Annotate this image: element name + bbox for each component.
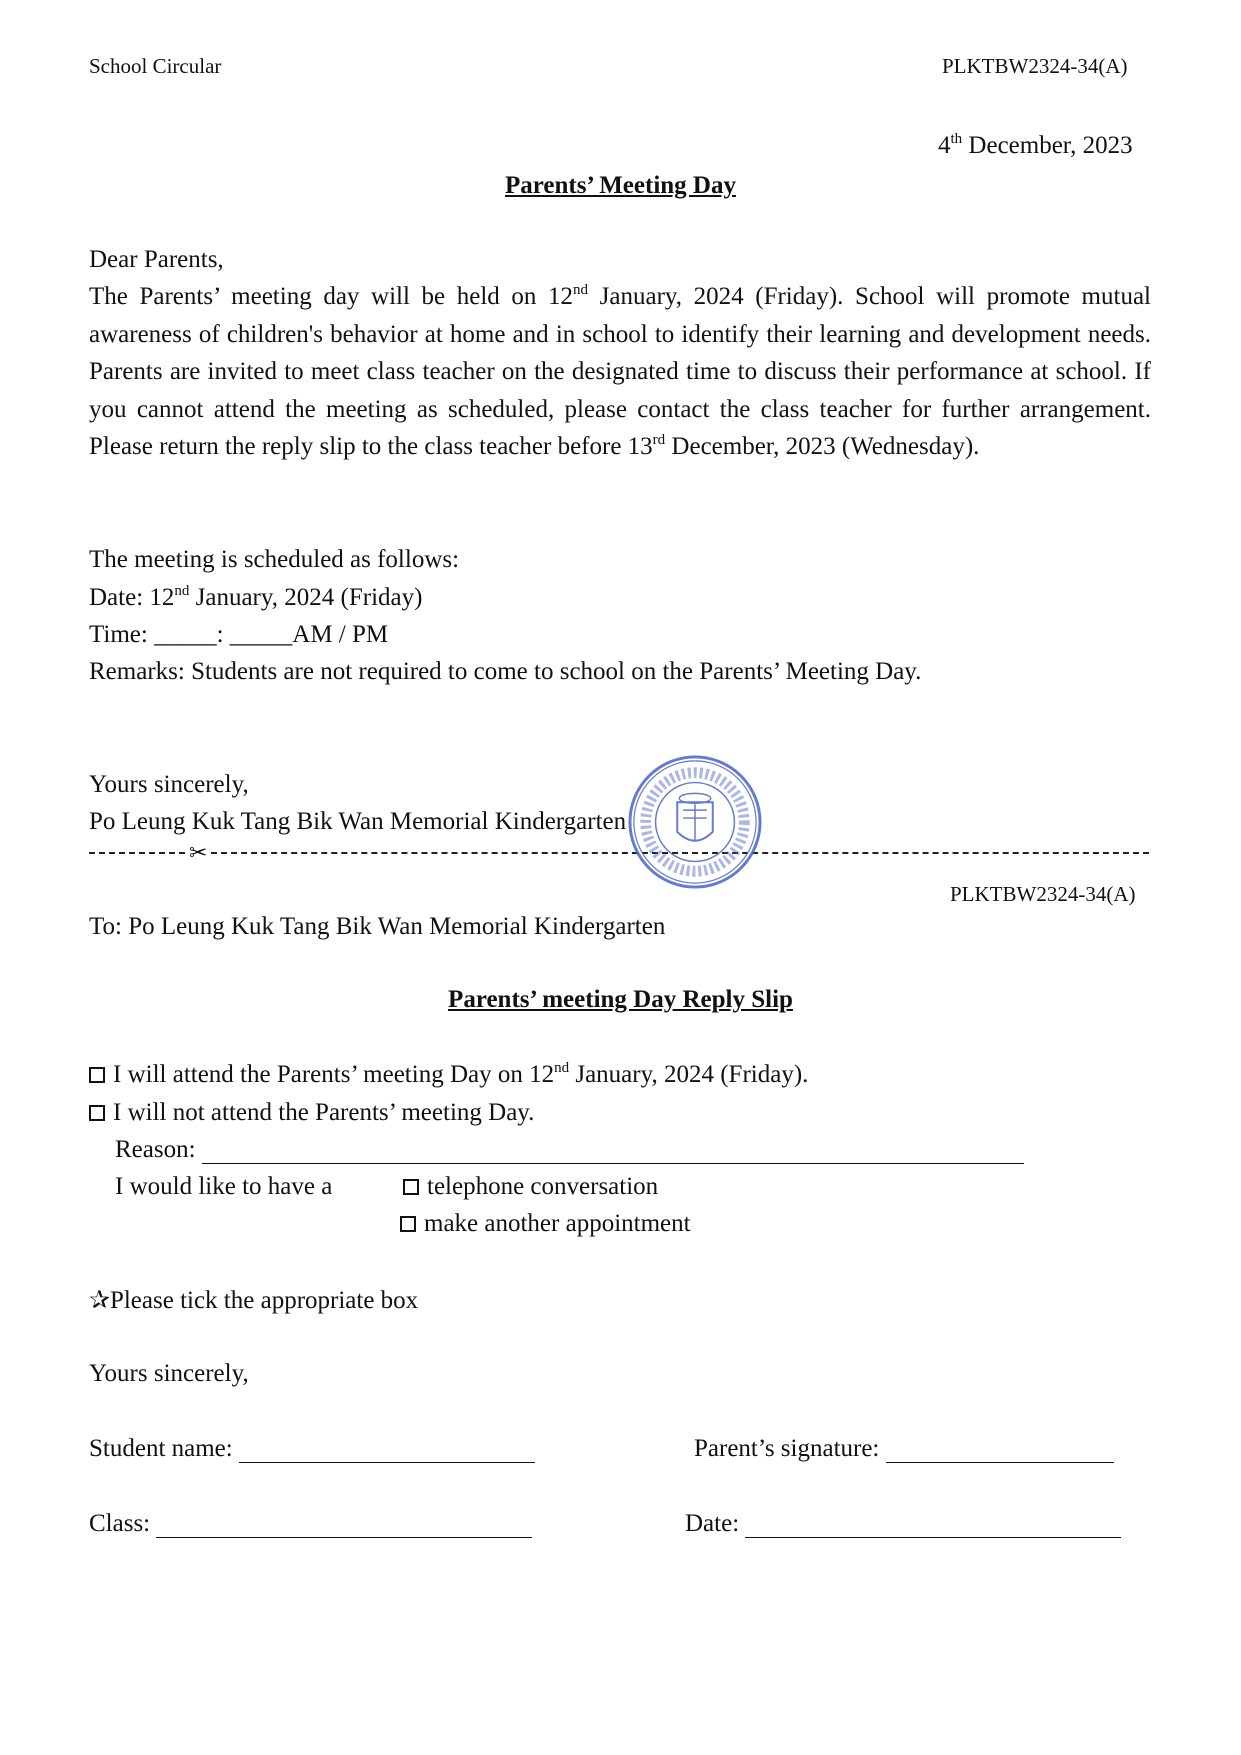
body-paragraph: The Parents’ meeting day will be held on 12nd January, 2024 (Friday). School will promote mutual awareness of children's behavior at home and in school to identify their learning and development needs. Parents are invited to meet class teacher on the designated time to discuss their performance at school. If you cannot attend the meeting as scheduled, please contact the class teacher for further arrangement. Please return the reply slip to the class teacher before 13rd December, 2023 (Wednesday). [89,282,1151,461]
schedule-time: Time: _____: _____AM / PM [89,621,389,648]
reason-row [115,1136,1024,1164]
closing-sincerely: Yours sincerely, [89,771,249,798]
salutation: Dear Parents, [89,246,224,273]
attend-checkbox[interactable] [89,1067,105,1083]
slip-reference-code: PLKTBW2324-34(A) [950,882,1136,906]
class-label: Class: [89,1510,151,1537]
appointment-checkbox[interactable] [400,1216,416,1232]
slip-addressee: To: Po Leung Kuk Tang Bik Wan Memorial Kindergarten [89,913,666,940]
preference-label: I would like to have a [115,1173,333,1200]
student-name-field[interactable] [239,1440,535,1463]
circular-label: School Circular [89,54,222,78]
option-telephone[interactable]: telephone conversation [403,1173,658,1201]
reference-code: PLKTBW2324-34(A) [942,54,1128,78]
slip-sincerely: Yours sincerely, [89,1360,249,1387]
cut-line-dash [89,852,185,854]
reason-label: Reason: [115,1136,196,1163]
scissors-icon: ✂ [189,840,208,865]
class-row [89,1510,532,1538]
date-row [685,1510,1121,1538]
cut-line [89,842,1149,864]
reason-field[interactable] [202,1141,1024,1164]
school-seal-stamp [626,752,764,892]
student-name-label: Student name: [89,1435,233,1462]
slip-title: Parents’ meeting Day Reply Slip [448,986,793,1013]
signature-row [694,1435,1114,1463]
option-appointment[interactable]: make another appointment [400,1210,691,1238]
option-not-attend[interactable]: I will not attend the Parents’ meeting Day. [89,1099,534,1127]
closing-organization: Po Leung Kuk Tang Bik Wan Memorial Kindergarten [89,808,627,835]
page-title: Parents’ Meeting Day [505,172,736,199]
option-attend[interactable]: I will attend the Parents’ meeting Day on 12nd January, 2024 (Friday). [89,1061,808,1089]
schedule-date: Date: 12nd January, 2024 (Friday) [89,583,423,611]
star-icon: ✰ [89,1287,110,1314]
schedule-remarks: Remarks: Students are not required to come to school on the Parents’ Meeting Day. [89,658,922,685]
signature-label: Parent’s signature: [694,1435,880,1462]
telephone-checkbox[interactable] [403,1179,419,1195]
signature-field[interactable] [886,1440,1114,1463]
tick-instruction: ✰Please tick the appropriate box [89,1287,419,1314]
schedule-intro: The meeting is scheduled as follows: [89,546,460,573]
class-field[interactable] [156,1515,532,1538]
date-label: Date: [685,1510,740,1537]
student-name-row [89,1435,535,1463]
not-attend-checkbox[interactable] [89,1105,105,1121]
circular-date: 4th December, 2023 [938,131,1133,159]
date-field[interactable] [745,1515,1121,1538]
